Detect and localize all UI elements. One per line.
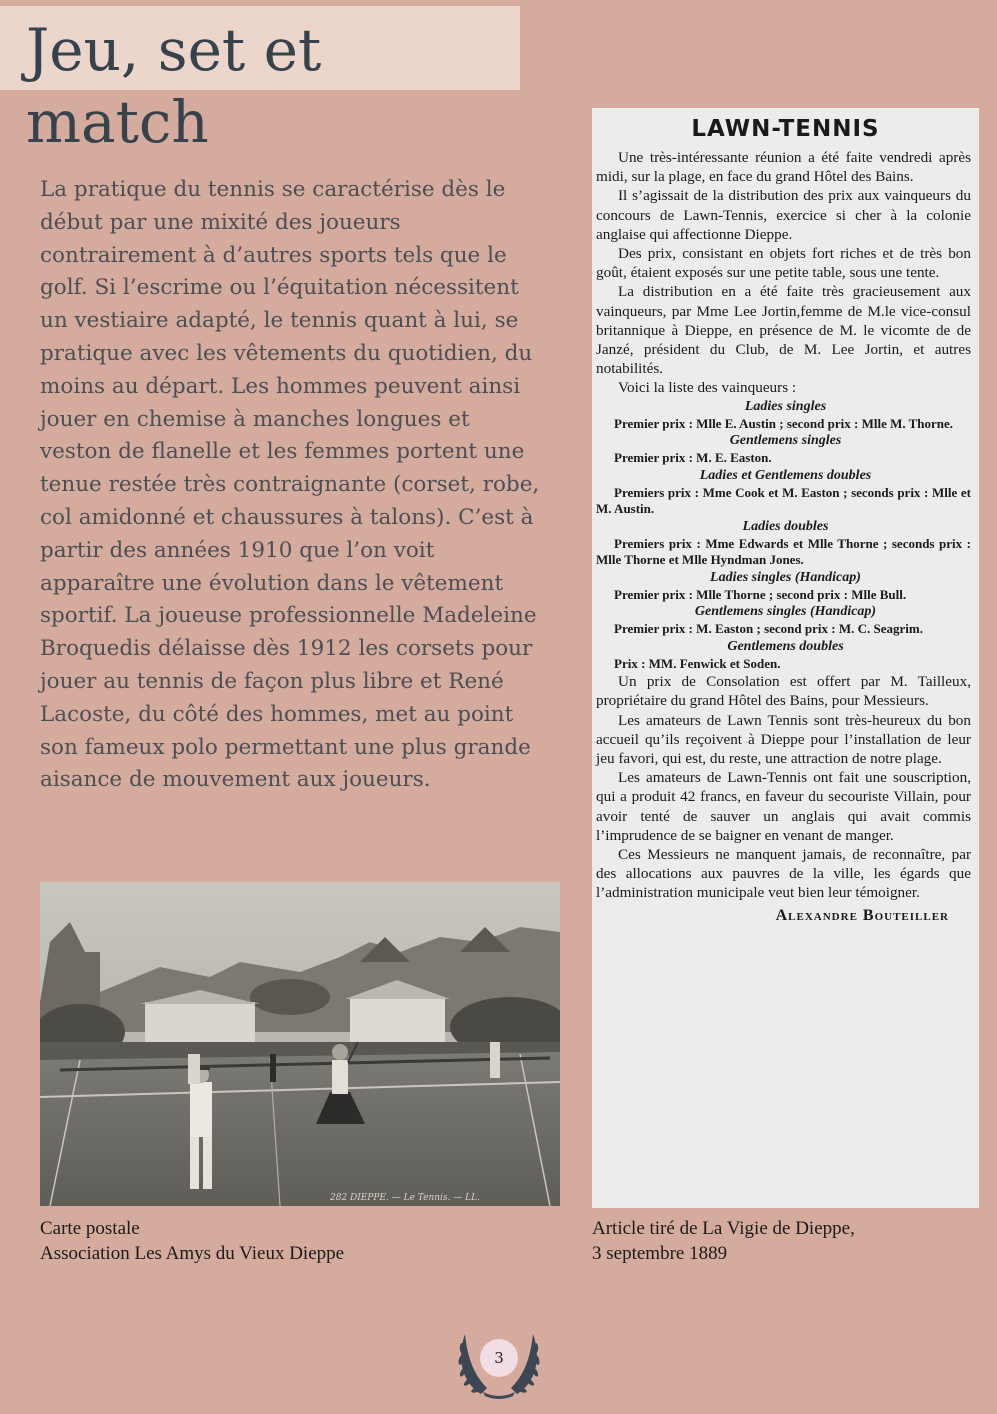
result-text: Premier prix : Mlle Thorne ; second prix : Mlle Bull. — [614, 586, 907, 602]
result-heading: Ladies doubles — [742, 518, 829, 534]
result-heading: Gentlemens singles (Handicap) — [694, 604, 877, 620]
article-signature: Alexandre Bouteiller — [775, 906, 949, 924]
newspaper-article — [592, 108, 979, 1208]
article-closing-paragraph: Les amateurs de Lawn Tennis sont très-heureux du bon accueil qu’ils reçoivent à Dieppe pour l’installation de leur jeu favori, qui est, du reste, une attraction de notre plage. — [596, 711, 971, 767]
result-text: Premiers prix : Mme Cook et M. Easton ; seconds prix : Mlle et M. Austin. — [596, 484, 971, 517]
article-paragraph: Des prix, consistant en objets fort riches et de très bon goût, étaient exposés sur une petite table, sous une tente. — [596, 245, 971, 282]
article-caption — [592, 1216, 855, 1266]
result-text: Prix : MM. Fenwick et Soden. — [614, 655, 781, 671]
page-title: Jeu, set et match — [26, 16, 322, 156]
result-heading: Ladies singles — [744, 398, 827, 414]
article-paragraph: Il s’agissait de la distribution des prix aux vainqueurs du concours de Lawn-Tennis, exercice si cher à la colonie anglaise qui affectionne Dieppe. — [596, 187, 971, 243]
page-number: 3 — [480, 1339, 518, 1377]
article-paragraph: Voici la liste des vainqueurs : — [618, 379, 797, 397]
postcard-photo — [40, 882, 560, 1206]
article-caption-line1: Article tiré de La Vigie de Dieppe, — [592, 1218, 855, 1239]
result-heading: Gentlemens singles — [729, 433, 842, 449]
article-closing-paragraph: Un prix de Consolation est offert par M. Tailleux, propriétaire du grand Hôtel des Bains, pour Messieurs. — [596, 673, 971, 710]
postcard-inscription: 282 DIEPPE. — Le Tennis. — LL. — [330, 1193, 480, 1203]
postcard-caption-line1: Carte postale — [40, 1218, 140, 1239]
result-heading: Ladies et Gentlemens doubles — [699, 467, 872, 483]
article-headline: LAWN-TENNIS — [691, 116, 880, 142]
title-banner — [0, 6, 520, 156]
result-text: Premier prix : M. E. Easton. — [614, 450, 772, 466]
article-closing-paragraph: Ces Messieurs ne manquent jamais, de reconnaître, par des allocations aux pauvres de la ville, les égards que l’administration municipale veut bien leur témoigner. — [596, 845, 971, 902]
article-closing-paragraph: Les amateurs de Lawn-Tennis ont fait une souscription, qui a produit 42 francs, en faveur du secouriste Villain, pour avoir tenté de sauver un anglais qui avait commis l’imprudence de se baigner en venant de manger. — [596, 769, 971, 844]
tennis-court-illustration — [40, 882, 560, 1206]
result-heading: Gentlemens doubles — [727, 638, 844, 654]
main-paragraph: La pratique du tennis se caractérise dès le début par une mixité des joueurs contrairement à d’autres sports tels que le golf. Si l’escrime ou l’équitation nécessitent un vestiaire adapté, le tennis quant à lui, se pratique avec les vêtements du quotidien, du moins au départ. Les hommes peuvent ainsi jouer en chemise à manches longues et veston de flanelle et les femmes portent une tenue restée très contraignante (corset, robe, col amidonné et chaussures à talons). C’est à partir des années 1910 que l’on voit apparaître une évolution dans le vêtement sportif. La joueuse professionnelle Madeleine Broquedis délaisse dès 1912 les corsets pour jouer au tennis de façon plus libre et René Lacoste, du côté des hommes, met au point son fameux polo permettant une plus grande aisance de mouvement aux joueurs. — [40, 177, 540, 793]
postcard-caption — [40, 1216, 344, 1266]
article-paragraph: Une très-intéressante réunion a été faite vendredi après midi, sur la plage, en face du grand Hôtel des Bains. — [596, 149, 971, 186]
article-paragraph: La distribution en a été faite très gracieusement aux vainqueurs, par Mme Lee Jortin,femme de M.le vice-consul britannique à Dieppe, en présence de M. le vicomte de de Janzé, président du Club, de M. Lee Jortin, et autres notabilités. — [596, 283, 971, 378]
postcard-caption-line2: Association Les Amys du Vieux Dieppe — [40, 1243, 345, 1264]
result-text: Premier prix : M. Easton ; second prix : M. C. Seagrim. — [614, 621, 923, 637]
article-caption-line2: 3 septembre 1889 — [592, 1243, 728, 1264]
result-text: Premiers prix : Mme Edwards et Mlle Thorne ; seconds prix : Mlle Thorne et Mlle Hyndman Jones. — [596, 535, 971, 568]
result-heading: Ladies singles (Handicap) — [710, 569, 861, 585]
result-text: Premier prix : Mlle E. Austin ; second prix : Mlle M. Thorne. — [614, 415, 954, 431]
